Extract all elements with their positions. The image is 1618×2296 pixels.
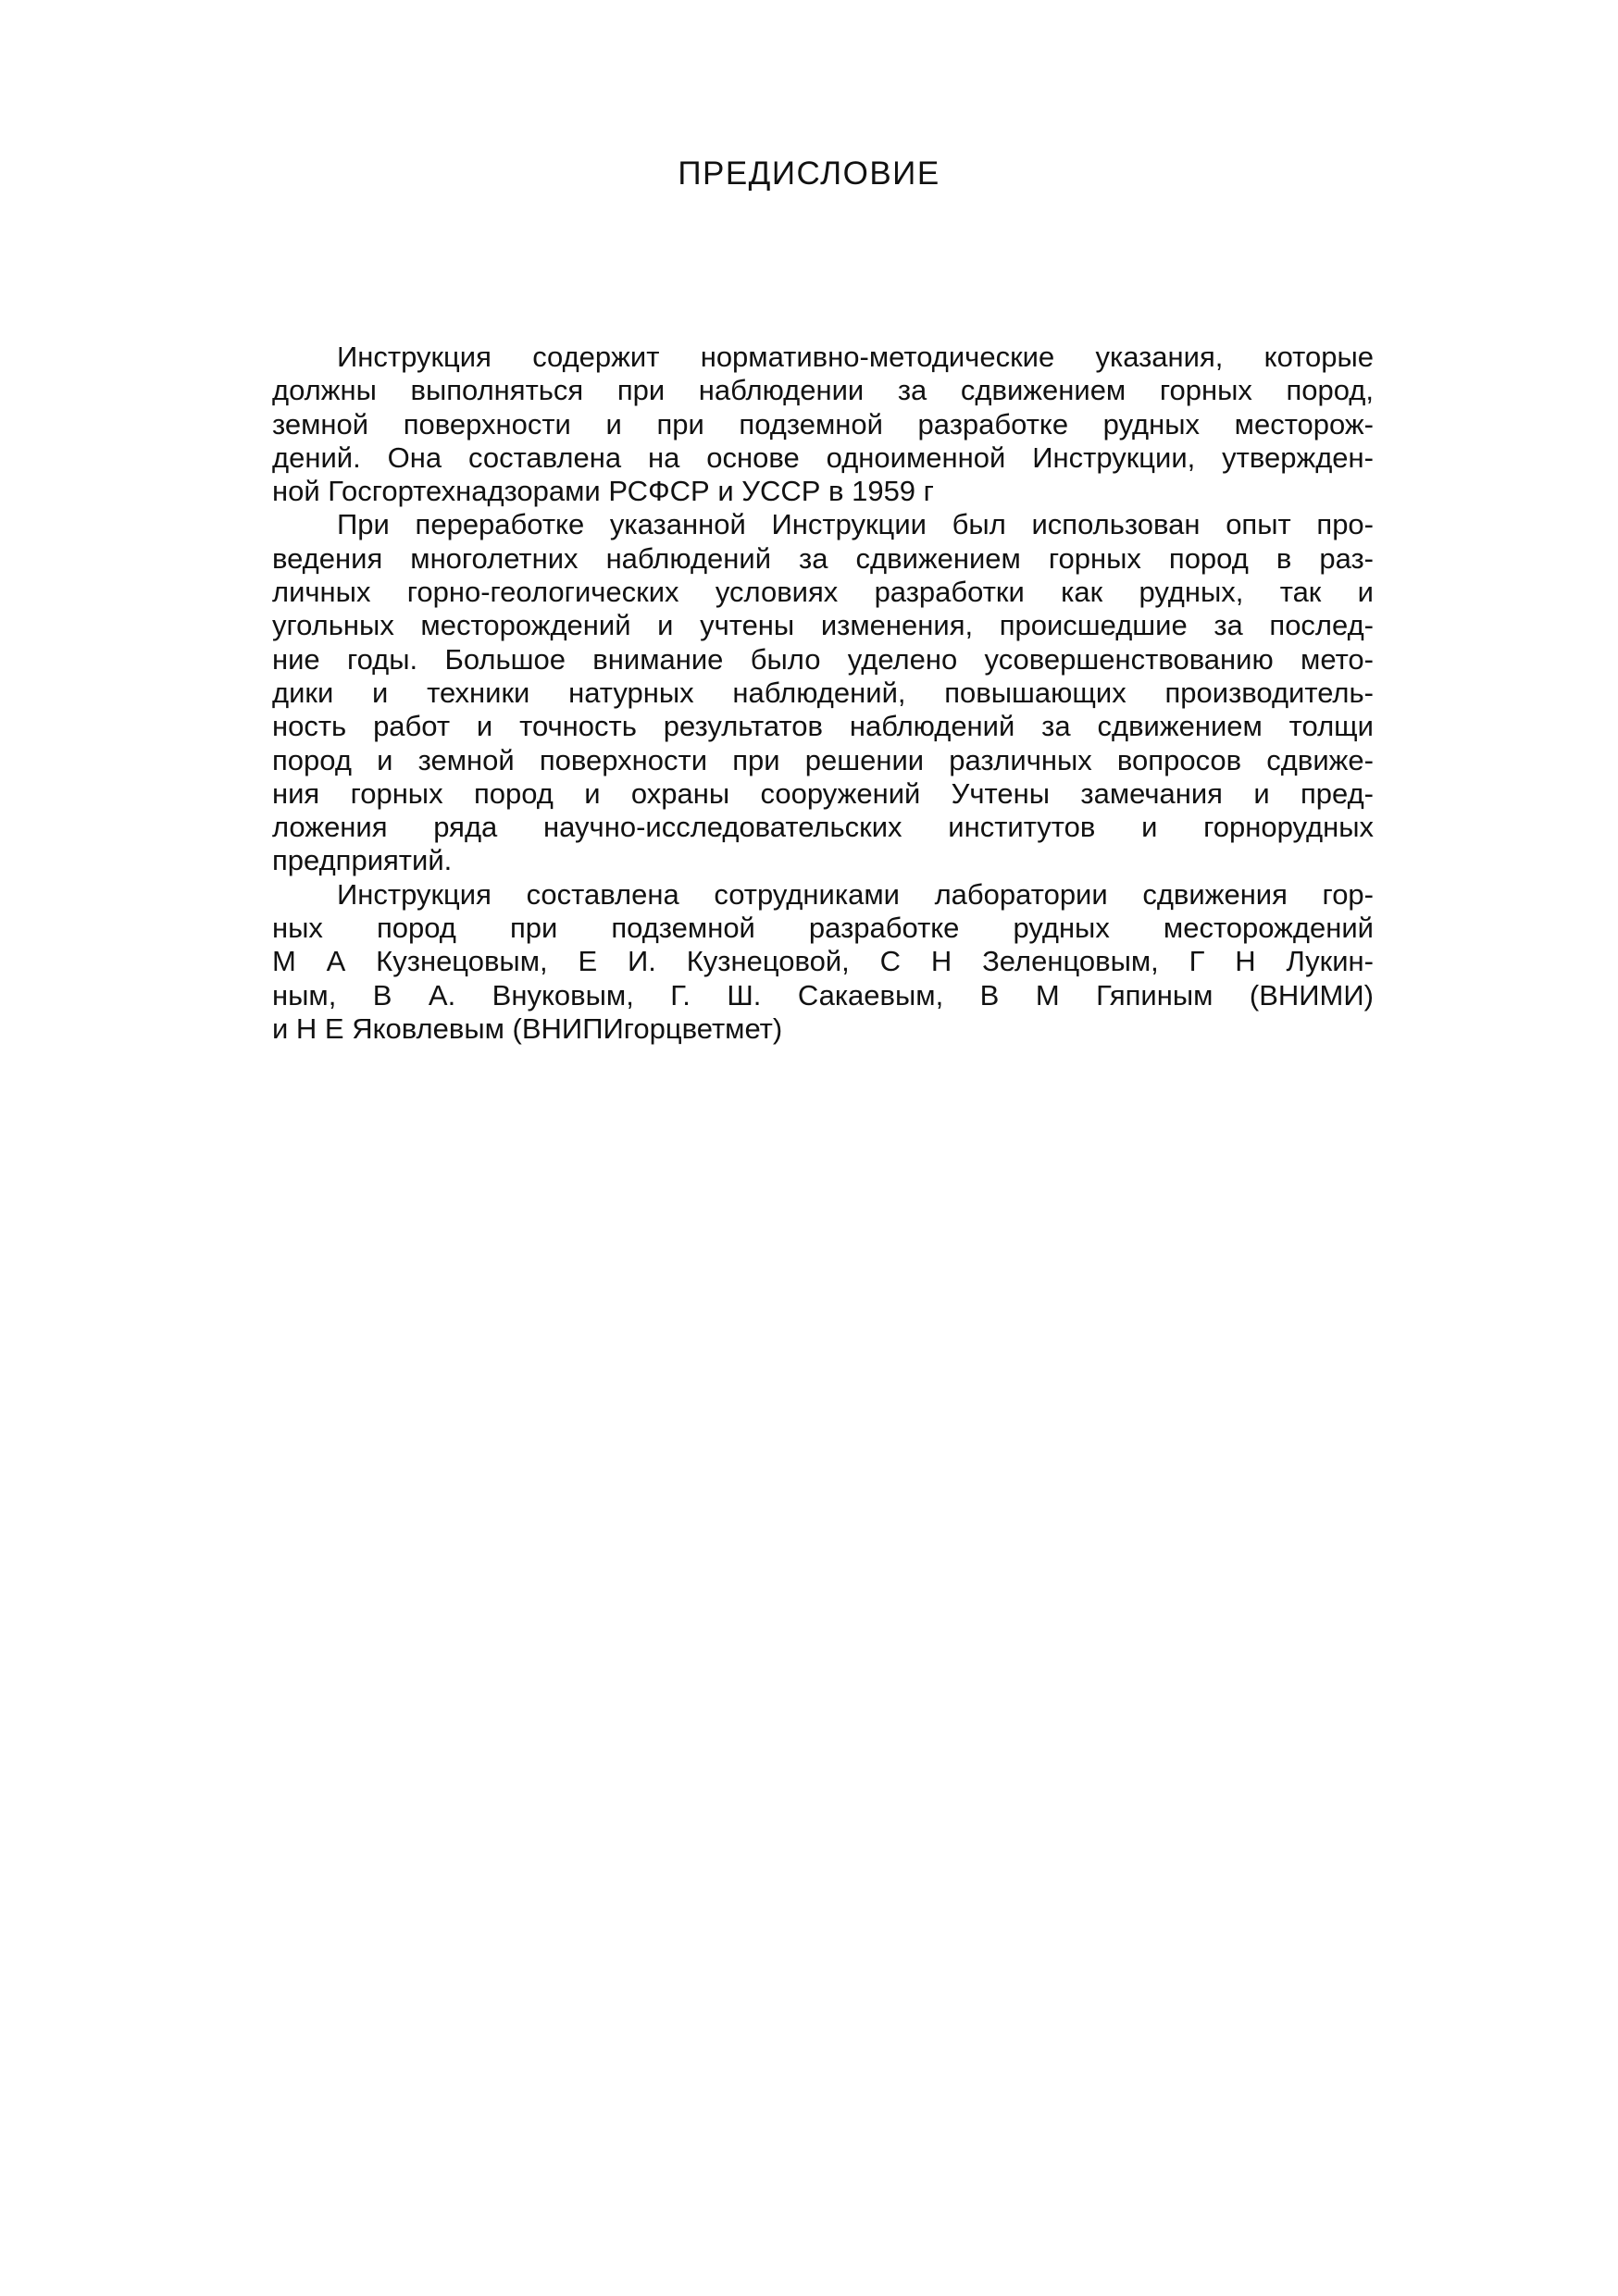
text-line: ным, В А. Внуковым, Г. Ш. Сакаевым, В М Гяпиным (ВНИМИ) — [272, 978, 1374, 1011]
text-line: М А Кузнецовым, Е И. Кузнецовой, С Н Зеленцовым, Г Н Лукин- — [272, 945, 1374, 978]
text-line: Инструкция содержит нормативно-методические указания, которые — [337, 341, 1374, 373]
text-line: При переработке указанной Инструкции был использован опыт про- — [337, 508, 1374, 541]
text-line: и Н Е Яковлевым (ВНИПИгорцветмет) — [272, 1011, 783, 1045]
paragraph-3 — [272, 878, 1374, 1046]
paragraph-1 — [272, 341, 1374, 508]
text-line: дики и техники натурных наблюдений, повышающих производитель- — [272, 676, 1374, 709]
text-line: ведения многолетних наблюдений за сдвижением горных пород в раз- — [272, 541, 1374, 575]
text-line: ной Госгортехнадзорами РСФСР и УССР в 1959 г — [272, 475, 934, 508]
text-line: предприятий. — [272, 844, 453, 877]
document-body — [272, 341, 1374, 1046]
text-line: должны выполняться при наблюдении за сдвижением горных пород, — [272, 374, 1374, 407]
text-line: ложения ряда научно-исследовательских институтов и горнорудных — [272, 811, 1374, 844]
text-line: угольных месторождений и учтены изменения, происшедшие за послед- — [272, 609, 1374, 642]
text-line: личных горно-геологических условиях разработки как рудных, так и — [272, 576, 1374, 609]
text-line: ние годы. Большое внимание было уделено усовершенствованию мето- — [272, 642, 1374, 676]
text-line: пород и земной поверхности при решении различных вопросов сдвиже- — [272, 743, 1374, 776]
page-title: ПРЕДИСЛОВИЕ — [678, 155, 940, 192]
text-line: земной поверхности и при подземной разработке рудных месторож- — [272, 407, 1374, 441]
text-line: дений. Она составлена на основе одноименной Инструкции, утвержден- — [272, 441, 1374, 474]
text-line: ность работ и точность результатов наблюдений за сдвижением толщи — [272, 710, 1374, 743]
text-line: ния горных пород и охраны сооружений Учтены замечания и пред- — [272, 776, 1374, 810]
paragraph-2 — [272, 508, 1374, 877]
text-line: Инструкция составлена сотрудниками лаборатории сдвижения гор- — [337, 877, 1374, 911]
text-line: ных пород при подземной разработке рудных месторождений — [272, 912, 1374, 945]
